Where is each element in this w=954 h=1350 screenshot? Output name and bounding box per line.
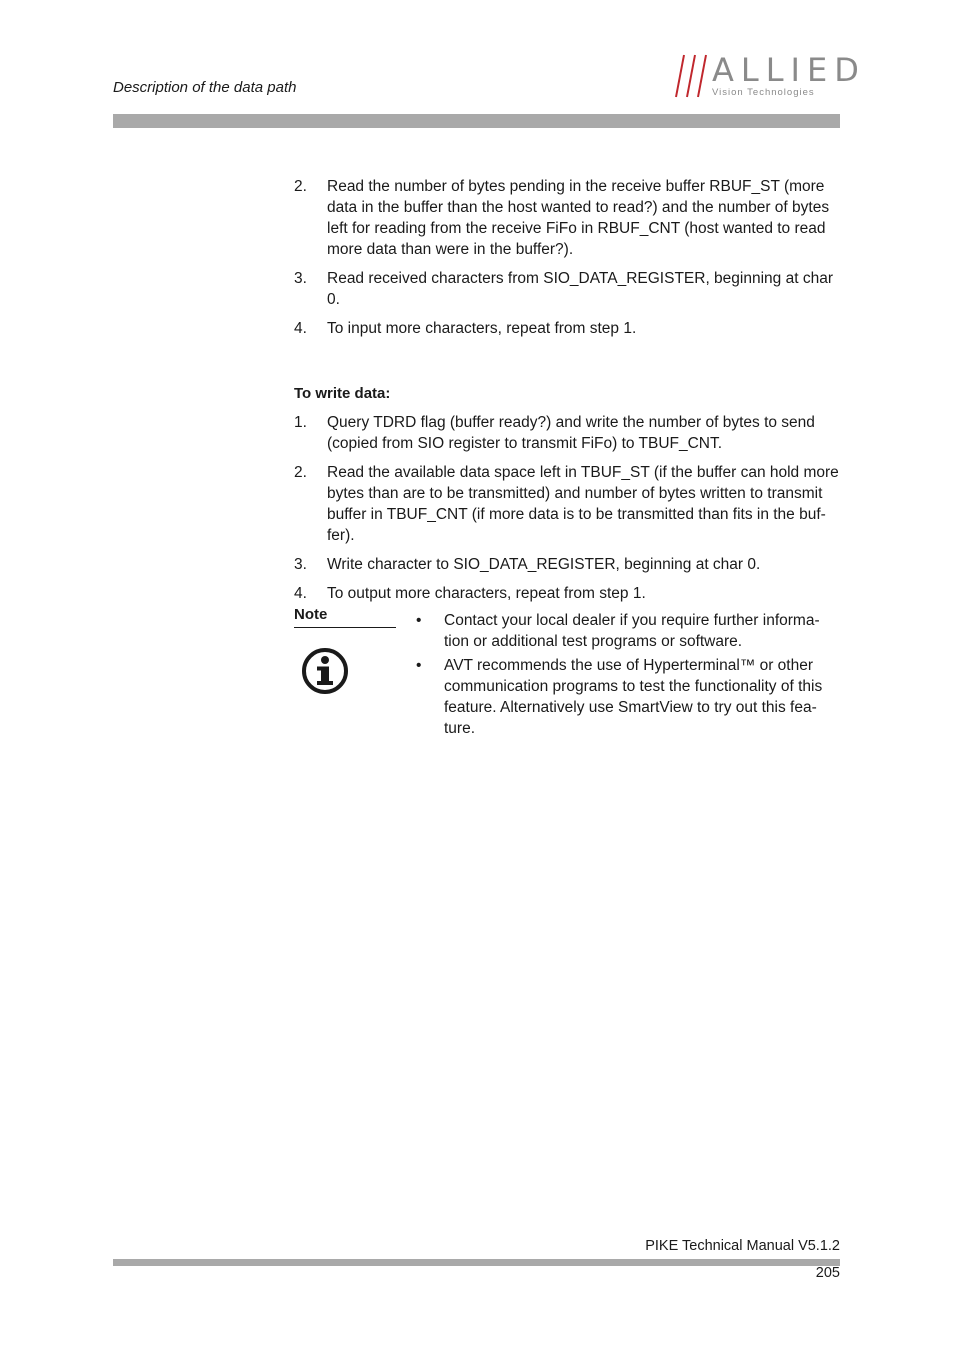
note-text: Contact your local dealer if you require further informa-tion or additional test programs or software. (444, 612, 820, 650)
step-number: 1. (294, 414, 307, 431)
page-number: 205 (815, 1265, 840, 1281)
footer-title: PIKE Technical Manual V5.1.2 (645, 1238, 840, 1254)
main-content (294, 176, 842, 612)
step-number: 4. (294, 585, 307, 602)
step-text: Write character to SIO_DATA_REGISTER, beginning at char 0. (327, 556, 761, 573)
step-text: To input more characters, repeat from step 1. (327, 320, 637, 337)
note-label: Note (294, 606, 396, 628)
note-text: AVT recommends the use of Hyperterminal™ or other communication programs to test the functionality of this feature. Alternatively use SmartView to try out this fea-ture. (444, 657, 823, 737)
section-heading: To write data: (294, 385, 391, 402)
bullet-icon: • (416, 657, 422, 674)
logo-word: ALLIED (712, 51, 866, 89)
page-header-title: Description of the data path (113, 79, 297, 96)
step-text: Read received characters from SIO_DATA_REGISTER, beginning at char 0. (327, 270, 833, 308)
step-number: 3. (294, 270, 307, 287)
footer-rule (113, 1259, 840, 1266)
note-list (416, 610, 840, 742)
list-item (294, 462, 842, 546)
logo-subtitle: Vision Technologies (712, 87, 815, 98)
step-text: Read the available data space left in TBUF_ST (if the buffer can hold more bytes than are to be transmitted) and number of bytes written to transmit buffer in TBUF_CNT (if more data is to be transmitted than fits in the buf-fer). (327, 464, 839, 544)
step-number: 4. (294, 320, 307, 337)
step-text: Query TDRD flag (buffer ready?) and write the number of bytes to send (copied from SIO register to transmit FiFo) to TBUF_CNT. (327, 414, 815, 452)
step-number: 2. (294, 178, 307, 195)
info-icon (300, 646, 350, 701)
list-item (294, 318, 842, 339)
step-number: 2. (294, 464, 307, 481)
list-item (416, 610, 840, 652)
list-item (294, 268, 842, 310)
bullet-icon: • (416, 612, 422, 629)
list-item (294, 583, 842, 604)
list-item (416, 655, 840, 739)
step-number: 3. (294, 556, 307, 573)
list-item (294, 412, 842, 454)
allied-logo (668, 51, 866, 101)
list-item (294, 176, 842, 260)
logo-slashes-icon (668, 53, 712, 99)
step-text: To output more characters, repeat from step 1. (327, 585, 646, 602)
list-item (294, 554, 842, 575)
header-rule (113, 114, 840, 128)
step-text: Read the number of bytes pending in the receive buffer RBUF_ST (more data in the buffer than the host wanted to read?) and the number of bytes left for reading from the receive FiFo in RBUF_CNT (host wanted to read more data than were in the buffer?). (327, 178, 830, 258)
